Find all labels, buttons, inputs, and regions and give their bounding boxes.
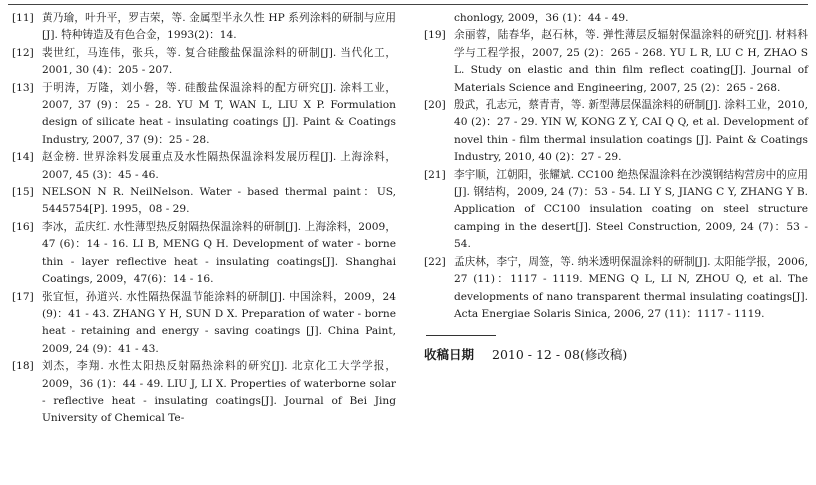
reference-number: [19] xyxy=(424,29,446,42)
reference-text: 赵金榜. 世界涂料发展重点及水性隔热保温涂料发展历程[J]. 上海涂料，2007, 45 (3)：45 - 46. xyxy=(42,151,396,181)
reference-text: NELSON N R. NeilNelson. Water - based thermal paint：US, 5445754[P]. 1995，08 - 29. xyxy=(42,186,396,216)
reference-number: [14] xyxy=(12,151,34,164)
reference-text: 李冰，孟庆红. 水性薄型热反射隔热保温涂料的研制[J]. 上海涂料，2009，47 (6)：14 - 16. LI B, MENG Q H. Development of water - borne thin - layer reflective heat - insulating coatings[J]. Shanghai Coatings, 2009，47(6)：14 - 16. xyxy=(42,220,396,286)
reference-text: 裴世红，马连伟，张兵，等. 复合硅酸盐保温涂料的研制[J]. 当代化工，2001, 30 (4)：205 - 207. xyxy=(42,46,396,77)
reference-16 xyxy=(12,219,396,289)
reference-number: [17] xyxy=(12,290,34,303)
reference-12 xyxy=(12,45,396,80)
reference-text: 孟庆林，李宁，周签，等. 纳米透明保温涂料的研制[J]. 太阳能学报，2006, 27 (11)：1117 - 1119. MENG Q L, LI N, ZHOU Q, et al. The developments of nano transparent thermal insulating coatings[J]. Acta Energiae Solaris Sinica, 2006, 27 (11)：1117 - 1119. xyxy=(454,255,808,320)
reference-20 xyxy=(424,97,808,167)
reference-22 xyxy=(424,254,808,324)
received-date-label: 收稿日期 xyxy=(424,347,475,363)
footnote-divider xyxy=(426,335,496,336)
reference-14 xyxy=(12,149,396,184)
reference-number: [20] xyxy=(424,99,446,112)
reference-number: [18] xyxy=(12,360,34,373)
reference-text: 黄乃瑜，叶升平，罗吉荣，等. 金属型半永久性 HP 系列涂料的研制与应用[J]. 特种铸造及有色合金，1993(2)：14. xyxy=(42,12,396,42)
reference-number: [22] xyxy=(424,255,446,268)
received-date xyxy=(424,346,808,364)
reference-18 xyxy=(12,358,396,428)
reference-11 xyxy=(12,10,396,45)
reference-number: [12] xyxy=(12,46,34,59)
reference-17 xyxy=(12,289,396,359)
reference-13 xyxy=(12,80,396,150)
top-rule xyxy=(8,4,808,5)
reference-number: [15] xyxy=(12,186,34,199)
reference-text: 张宜恒，孙道兴. 水性隔热保温节能涂料的研制[J]. 中国涂料，2009，24 (9)：41 - 43. ZHANG Y H, SUN D X. Preparation of water - borne heat - retaining and energy - saving coatings [J]. China Paint, 2009, 24 (9)：41 - 43. xyxy=(42,290,396,355)
reference-number: [11] xyxy=(12,12,34,24)
references-left-column xyxy=(12,10,396,428)
received-date-value: 2010 - 12 - 08(修改稿) xyxy=(492,347,628,363)
reference-15 xyxy=(12,184,396,219)
reference-text: 余丽蓉，陆春华，赵石林，等. 弹性薄层反辐射保温涂料的研究[J]. 材料科学与工程学报，2007, 25 (2)：265 - 268. YU L R, LU C H, ZHAO S L. Study on elastic and thin film reflect coating[J]. Journal of Materials Science and Engineering, 2007, 25 (2)：265 - 268. xyxy=(454,29,808,94)
reference-19 xyxy=(424,27,808,97)
reference-number: [16] xyxy=(12,220,34,233)
reference-text: 刘杰，李翔. 水性太阳热反射隔热涂料的研究[J]. 北京化工大学学报，2009，36 (1)：44 - 49. LIU J, LI X. Properties of waterborne solar - reflective heat - insulating coatings[J]. Journal of Bei Jing University of Chemical Te- xyxy=(42,360,396,425)
reference-continuation: chonlogy, 2009，36 (1)：44 - 49. xyxy=(454,12,629,24)
reference-number: [21] xyxy=(424,168,446,181)
references-right-column xyxy=(424,10,808,364)
reference-text: 于明涛，万隆，刘小磐，等. 硅酸盐保温涂料的配方研究[J]. 涂料工业，2007, 37 (9)：25 - 28. YU M T, WAN L, LIU X P. Formulation design of silicate heat - insulating coatings [J]. Paint & Coatings Industry, 2007, 37 (9)：25 - 28. xyxy=(42,81,396,146)
reference-number: [13] xyxy=(12,81,34,94)
reference-text: 李宇顺，江朝阳，张耀斌. CC100 绝热保温涂料在沙漠钢结构营房中的应用[J]. 钢结构，2009, 24 (7)：53 - 54. LI Y S, JIANG C Y, ZHANG Y B. Application of CC100 insulation coating on steel structure camping in the desert[J]. Steel Construction, 2009, 24 (7)：53 - 54. xyxy=(454,168,808,251)
reference-text: 殷武，孔志元，蔡青青，等. 新型薄层保温涂料的研制[J]. 涂料工业，2010, 40 (2)：27 - 29. YIN W, KONG Z Y, CAI Q Q, et al. Development of novel thin - film thermal insulation coatings [J]. Paint & Coatings Industry, 2010, 40 (2)：27 - 29. xyxy=(454,99,808,164)
reference-21 xyxy=(424,167,808,254)
